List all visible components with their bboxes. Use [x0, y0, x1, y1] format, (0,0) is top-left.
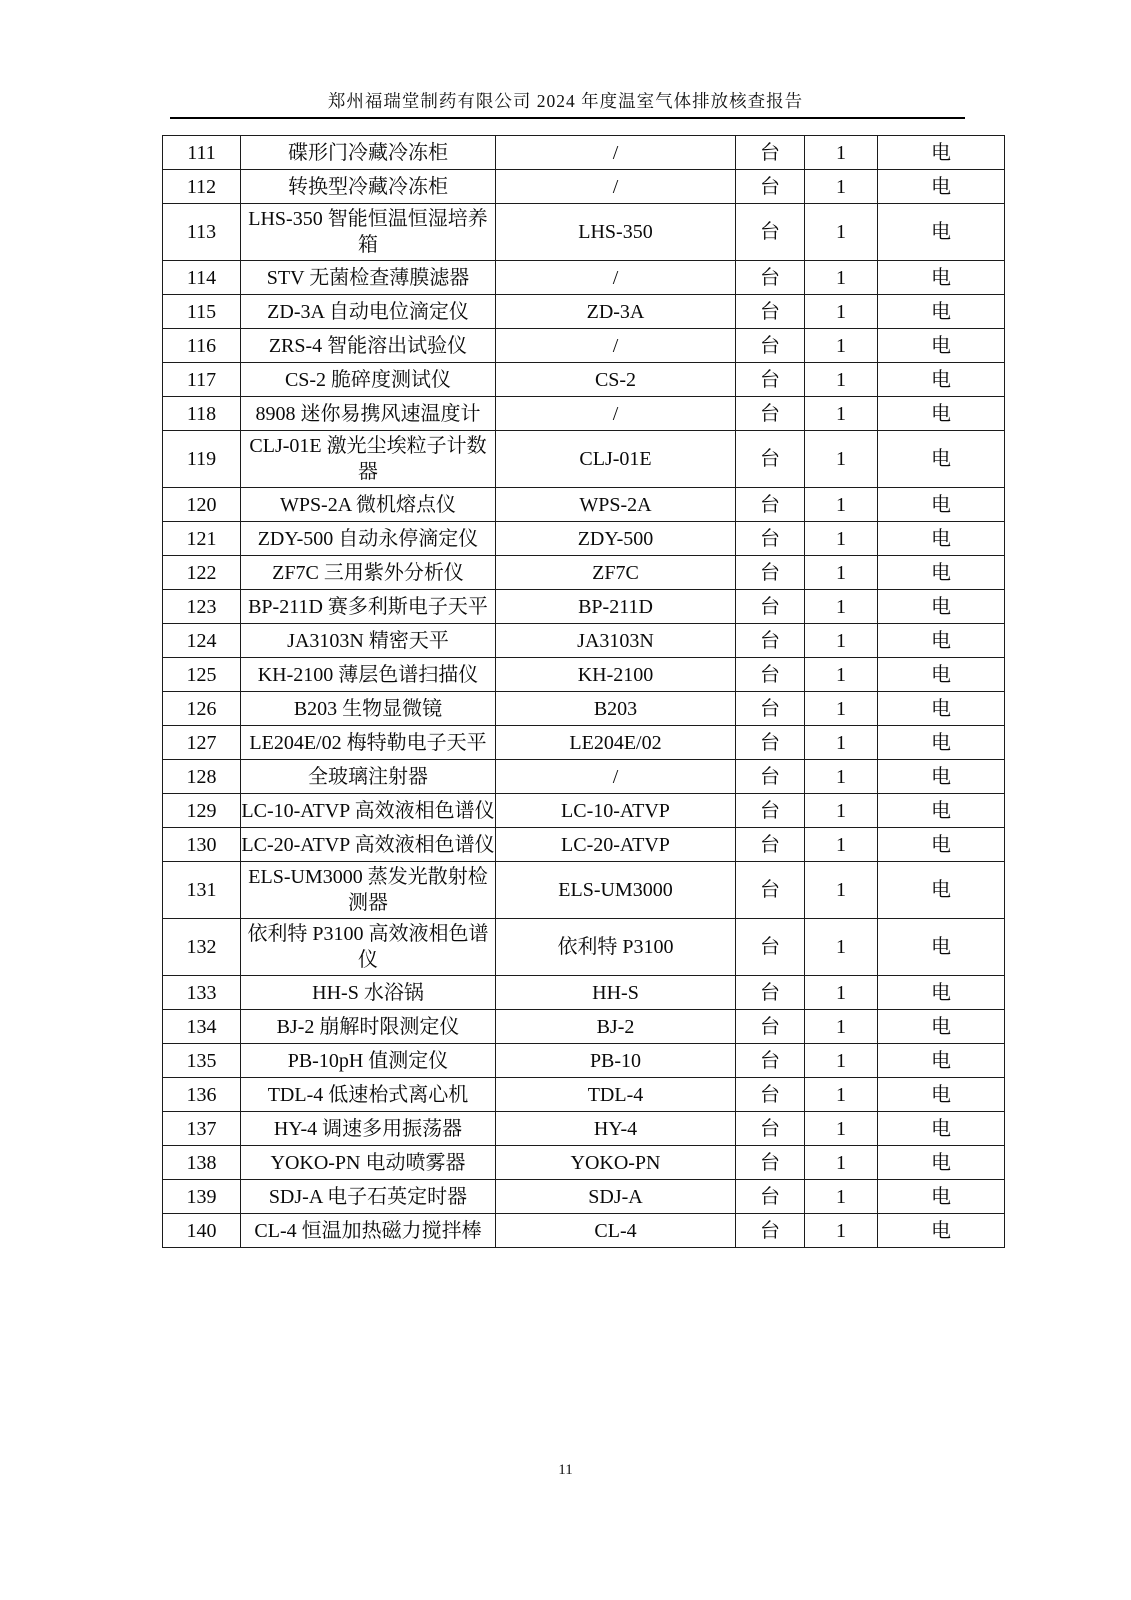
table-row — [163, 329, 1005, 363]
cell-model: LC-10-ATVP — [496, 794, 736, 828]
cell-energy: 电 — [878, 136, 1005, 170]
cell-no: 111 — [163, 136, 241, 170]
cell-name: TDL-4 低速枱式离心机 — [241, 1078, 496, 1112]
cell-model: / — [496, 136, 736, 170]
cell-model: BP-211D — [496, 590, 736, 624]
cell-unit: 台 — [736, 828, 805, 862]
cell-energy: 电 — [878, 329, 1005, 363]
cell-energy: 电 — [878, 1214, 1005, 1248]
cell-model: / — [496, 261, 736, 295]
cell-energy: 电 — [878, 431, 1005, 488]
cell-model: CLJ-01E — [496, 431, 736, 488]
table-row — [163, 624, 1005, 658]
cell-energy: 电 — [878, 1146, 1005, 1180]
cell-energy: 电 — [878, 488, 1005, 522]
cell-qty: 1 — [805, 760, 878, 794]
cell-model: BJ-2 — [496, 1010, 736, 1044]
cell-energy: 电 — [878, 397, 1005, 431]
equipment-table — [162, 135, 1005, 1248]
table-row — [163, 522, 1005, 556]
cell-unit: 台 — [736, 862, 805, 919]
cell-qty: 1 — [805, 976, 878, 1010]
cell-no: 123 — [163, 590, 241, 624]
cell-name: CS-2 脆碎度测试仪 — [241, 363, 496, 397]
cell-energy: 电 — [878, 261, 1005, 295]
cell-model: JA3103N — [496, 624, 736, 658]
cell-name: KH-2100 薄层色谱扫描仪 — [241, 658, 496, 692]
cell-energy: 电 — [878, 726, 1005, 760]
cell-energy: 电 — [878, 760, 1005, 794]
cell-no: 119 — [163, 431, 241, 488]
cell-name: ELS-UM3000 蒸发光散射检测器 — [241, 862, 496, 919]
cell-unit: 台 — [736, 136, 805, 170]
cell-no: 115 — [163, 295, 241, 329]
cell-no: 134 — [163, 1010, 241, 1044]
cell-qty: 1 — [805, 1044, 878, 1078]
cell-qty: 1 — [805, 295, 878, 329]
table-row — [163, 556, 1005, 590]
table-row — [163, 862, 1005, 919]
cell-qty: 1 — [805, 136, 878, 170]
cell-qty: 1 — [805, 1180, 878, 1214]
cell-name: 8908 迷你易携风速温度计 — [241, 397, 496, 431]
table-row — [163, 1112, 1005, 1146]
cell-energy: 电 — [878, 170, 1005, 204]
cell-energy: 电 — [878, 522, 1005, 556]
header-rule — [170, 117, 965, 119]
cell-energy: 电 — [878, 1112, 1005, 1146]
table-row — [163, 919, 1005, 976]
cell-qty: 1 — [805, 556, 878, 590]
page-number: 11 — [558, 1462, 573, 1478]
table-row — [163, 760, 1005, 794]
cell-energy: 电 — [878, 556, 1005, 590]
cell-no: 126 — [163, 692, 241, 726]
cell-energy: 电 — [878, 295, 1005, 329]
table-row — [163, 1146, 1005, 1180]
table-row — [163, 170, 1005, 204]
cell-qty: 1 — [805, 204, 878, 261]
cell-model: SDJ-A — [496, 1180, 736, 1214]
cell-unit: 台 — [736, 624, 805, 658]
cell-qty: 1 — [805, 170, 878, 204]
table-row — [163, 794, 1005, 828]
cell-unit: 台 — [736, 488, 805, 522]
cell-unit: 台 — [736, 261, 805, 295]
cell-unit: 台 — [736, 726, 805, 760]
cell-energy: 电 — [878, 862, 1005, 919]
cell-qty: 1 — [805, 692, 878, 726]
cell-model: WPS-2A — [496, 488, 736, 522]
cell-qty: 1 — [805, 828, 878, 862]
cell-unit: 台 — [736, 919, 805, 976]
cell-name: SDJ-A 电子石英定时器 — [241, 1180, 496, 1214]
cell-no: 117 — [163, 363, 241, 397]
cell-energy: 电 — [878, 1078, 1005, 1112]
cell-qty: 1 — [805, 522, 878, 556]
cell-unit: 台 — [736, 692, 805, 726]
cell-name: BJ-2 崩解时限测定仪 — [241, 1010, 496, 1044]
cell-model: KH-2100 — [496, 658, 736, 692]
cell-no: 122 — [163, 556, 241, 590]
table-row — [163, 136, 1005, 170]
cell-no: 131 — [163, 862, 241, 919]
table-row — [163, 261, 1005, 295]
table-row — [163, 431, 1005, 488]
cell-unit: 台 — [736, 1180, 805, 1214]
cell-name: ZD-3A 自动电位滴定仪 — [241, 295, 496, 329]
table-row — [163, 726, 1005, 760]
cell-no: 125 — [163, 658, 241, 692]
cell-qty: 1 — [805, 624, 878, 658]
cell-qty: 1 — [805, 1214, 878, 1248]
cell-name: 全玻璃注射器 — [241, 760, 496, 794]
cell-qty: 1 — [805, 1112, 878, 1146]
cell-name: 依利特 P3100 高效液相色谱仪 — [241, 919, 496, 976]
cell-no: 130 — [163, 828, 241, 862]
cell-qty: 1 — [805, 329, 878, 363]
table-row — [163, 1180, 1005, 1214]
cell-no: 140 — [163, 1214, 241, 1248]
cell-no: 132 — [163, 919, 241, 976]
cell-model: / — [496, 329, 736, 363]
cell-energy: 电 — [878, 624, 1005, 658]
cell-model: 依利特 P3100 — [496, 919, 736, 976]
cell-name: 碟形门冷藏冷冻柜 — [241, 136, 496, 170]
cell-qty: 1 — [805, 261, 878, 295]
cell-no: 127 — [163, 726, 241, 760]
cell-model: ELS-UM3000 — [496, 862, 736, 919]
cell-energy: 电 — [878, 363, 1005, 397]
table-row — [163, 1214, 1005, 1248]
cell-model: TDL-4 — [496, 1078, 736, 1112]
cell-unit: 台 — [736, 1044, 805, 1078]
cell-name: ZDY-500 自动永停滴定仪 — [241, 522, 496, 556]
cell-qty: 1 — [805, 726, 878, 760]
cell-energy: 电 — [878, 692, 1005, 726]
table-row — [163, 1044, 1005, 1078]
cell-name: HY-4 调速多用振荡器 — [241, 1112, 496, 1146]
cell-qty: 1 — [805, 1146, 878, 1180]
cell-model: LC-20-ATVP — [496, 828, 736, 862]
cell-unit: 台 — [736, 170, 805, 204]
cell-qty: 1 — [805, 658, 878, 692]
cell-name: JA3103N 精密天平 — [241, 624, 496, 658]
cell-model: CL-4 — [496, 1214, 736, 1248]
cell-name: LC-10-ATVP 高效液相色谱仪 — [241, 794, 496, 828]
table-row — [163, 363, 1005, 397]
cell-qty: 1 — [805, 919, 878, 976]
cell-model: PB-10 — [496, 1044, 736, 1078]
cell-no: 137 — [163, 1112, 241, 1146]
table-row — [163, 692, 1005, 726]
cell-name: BP-211D 赛多利斯电子天平 — [241, 590, 496, 624]
cell-model: YOKO-PN — [496, 1146, 736, 1180]
cell-energy: 电 — [878, 658, 1005, 692]
cell-qty: 1 — [805, 1078, 878, 1112]
cell-model: / — [496, 397, 736, 431]
table-row — [163, 590, 1005, 624]
cell-model: ZF7C — [496, 556, 736, 590]
report-header-title: 郑州福瑞堂制药有限公司 2024 年度温室气体排放核查报告 — [327, 91, 804, 111]
cell-no: 114 — [163, 261, 241, 295]
cell-unit: 台 — [736, 522, 805, 556]
cell-qty: 1 — [805, 363, 878, 397]
cell-name: YOKO-PN 电动喷雾器 — [241, 1146, 496, 1180]
cell-no: 135 — [163, 1044, 241, 1078]
table-row — [163, 488, 1005, 522]
table-row — [163, 658, 1005, 692]
cell-no: 136 — [163, 1078, 241, 1112]
cell-unit: 台 — [736, 794, 805, 828]
cell-name: LHS-350 智能恒温恒湿培养箱 — [241, 204, 496, 261]
cell-no: 124 — [163, 624, 241, 658]
cell-qty: 1 — [805, 397, 878, 431]
cell-model: LE204E/02 — [496, 726, 736, 760]
cell-unit: 台 — [736, 760, 805, 794]
cell-no: 121 — [163, 522, 241, 556]
cell-unit: 台 — [736, 363, 805, 397]
cell-no: 116 — [163, 329, 241, 363]
cell-name: PB-10pH 值测定仪 — [241, 1044, 496, 1078]
table-row — [163, 295, 1005, 329]
cell-no: 128 — [163, 760, 241, 794]
table-row — [163, 828, 1005, 862]
cell-no: 118 — [163, 397, 241, 431]
cell-energy: 电 — [878, 976, 1005, 1010]
cell-energy: 电 — [878, 1044, 1005, 1078]
cell-unit: 台 — [736, 329, 805, 363]
cell-model: HY-4 — [496, 1112, 736, 1146]
cell-name: LC-20-ATVP 高效液相色谱仪 — [241, 828, 496, 862]
table-row — [163, 1010, 1005, 1044]
cell-qty: 1 — [805, 862, 878, 919]
cell-name: HH-S 水浴锅 — [241, 976, 496, 1010]
cell-no: 133 — [163, 976, 241, 1010]
cell-qty: 1 — [805, 488, 878, 522]
cell-unit: 台 — [736, 1010, 805, 1044]
cell-no: 138 — [163, 1146, 241, 1180]
cell-no: 112 — [163, 170, 241, 204]
cell-energy: 电 — [878, 919, 1005, 976]
cell-unit: 台 — [736, 1078, 805, 1112]
cell-model: CS-2 — [496, 363, 736, 397]
cell-qty: 1 — [805, 431, 878, 488]
cell-qty: 1 — [805, 590, 878, 624]
cell-unit: 台 — [736, 1146, 805, 1180]
cell-energy: 电 — [878, 1010, 1005, 1044]
cell-unit: 台 — [736, 976, 805, 1010]
cell-no: 113 — [163, 204, 241, 261]
cell-energy: 电 — [878, 204, 1005, 261]
cell-qty: 1 — [805, 1010, 878, 1044]
cell-name: ZF7C 三用紫外分析仪 — [241, 556, 496, 590]
table-row — [163, 1078, 1005, 1112]
cell-energy: 电 — [878, 590, 1005, 624]
cell-model: / — [496, 760, 736, 794]
cell-unit: 台 — [736, 431, 805, 488]
cell-model: / — [496, 170, 736, 204]
cell-name: ZRS-4 智能溶出试验仪 — [241, 329, 496, 363]
cell-unit: 台 — [736, 295, 805, 329]
equipment-table-body — [163, 136, 1005, 1248]
cell-name: 转换型冷藏冷冻柜 — [241, 170, 496, 204]
cell-unit: 台 — [736, 397, 805, 431]
cell-no: 129 — [163, 794, 241, 828]
cell-unit: 台 — [736, 1214, 805, 1248]
cell-name: CLJ-01E 激光尘埃粒子计数器 — [241, 431, 496, 488]
cell-unit: 台 — [736, 1112, 805, 1146]
cell-no: 120 — [163, 488, 241, 522]
cell-unit: 台 — [736, 556, 805, 590]
cell-energy: 电 — [878, 794, 1005, 828]
cell-unit: 台 — [736, 658, 805, 692]
cell-qty: 1 — [805, 794, 878, 828]
cell-model: HH-S — [496, 976, 736, 1010]
cell-energy: 电 — [878, 1180, 1005, 1214]
cell-no: 139 — [163, 1180, 241, 1214]
cell-model: ZD-3A — [496, 295, 736, 329]
cell-model: B203 — [496, 692, 736, 726]
cell-name: CL-4 恒温加热磁力搅拌棒 — [241, 1214, 496, 1248]
table-row — [163, 976, 1005, 1010]
cell-unit: 台 — [736, 204, 805, 261]
cell-name: WPS-2A 微机熔点仪 — [241, 488, 496, 522]
cell-model: ZDY-500 — [496, 522, 736, 556]
cell-model: LHS-350 — [496, 204, 736, 261]
table-row — [163, 397, 1005, 431]
cell-unit: 台 — [736, 590, 805, 624]
table-row — [163, 204, 1005, 261]
cell-energy: 电 — [878, 828, 1005, 862]
cell-name: B203 生物显微镜 — [241, 692, 496, 726]
cell-name: LE204E/02 梅特勒电子天平 — [241, 726, 496, 760]
cell-name: STV 无菌检查薄膜滤器 — [241, 261, 496, 295]
